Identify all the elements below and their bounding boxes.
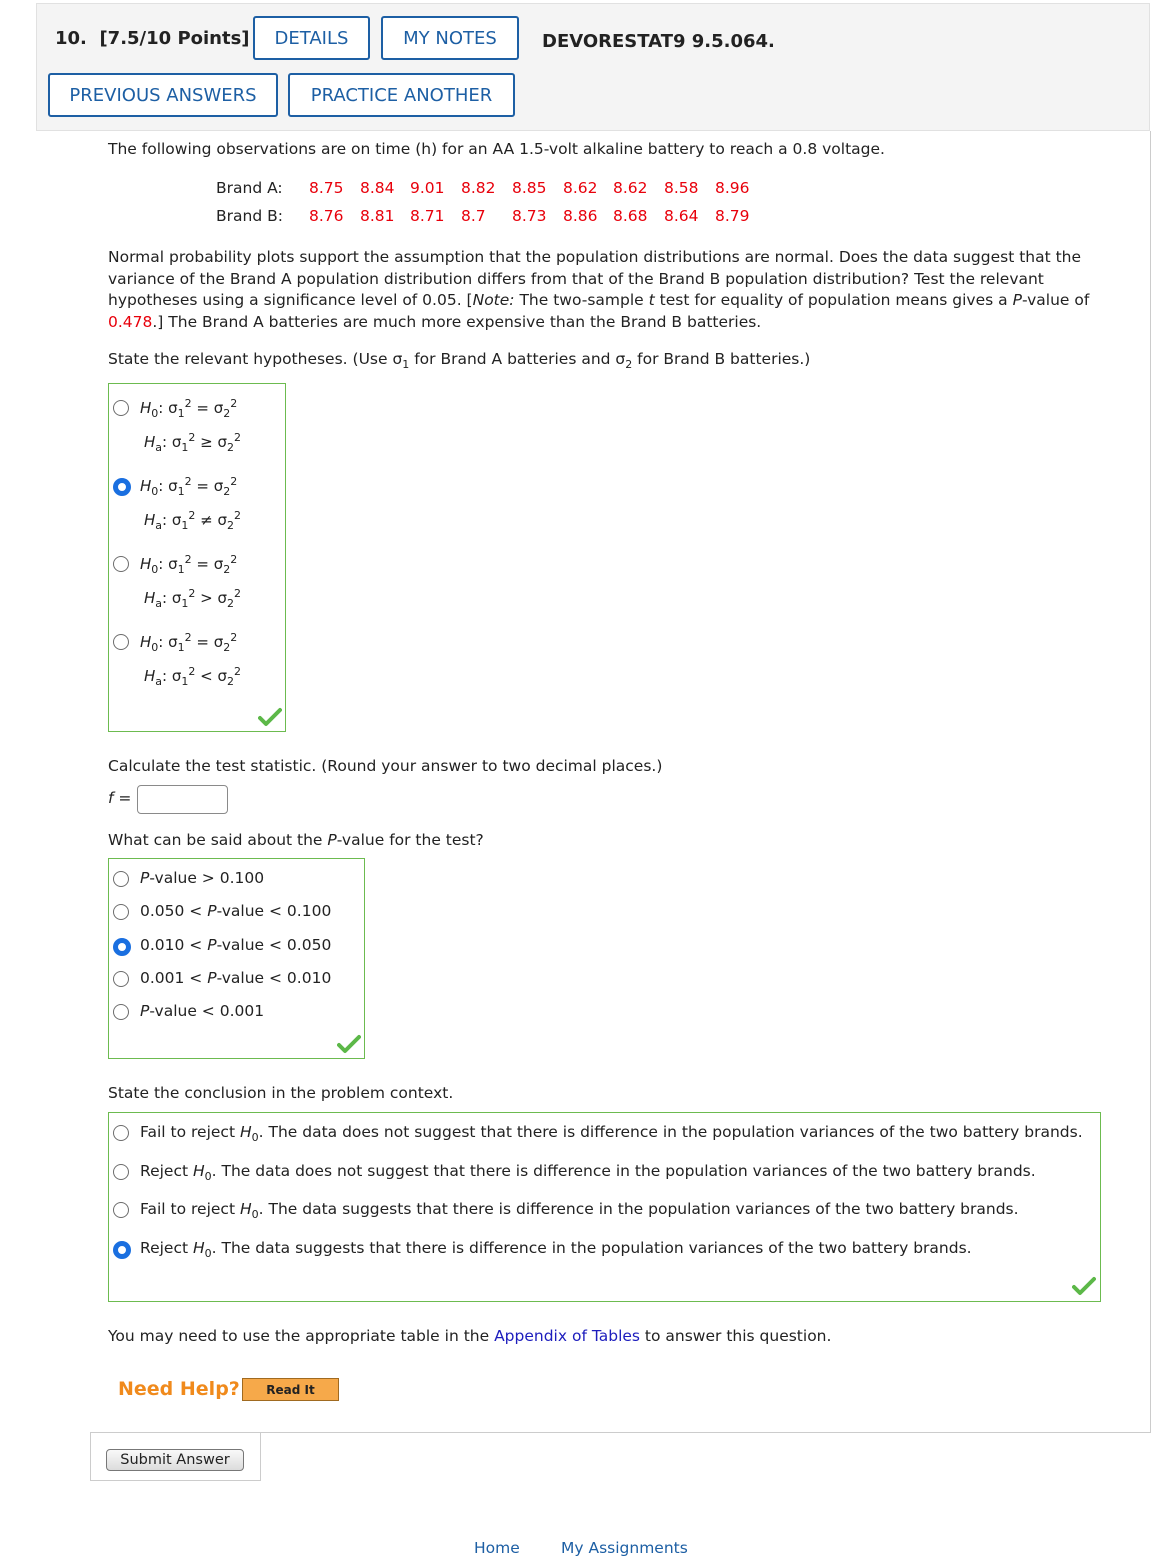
- conclusion-radio[interactable]: [113, 1125, 129, 1141]
- conclusion-prompt: State the conclusion in the problem context.: [108, 1084, 454, 1102]
- brand-value: 8.82: [461, 179, 496, 197]
- conclusion-radio[interactable]: [113, 1241, 131, 1259]
- alternative-hypothesis: $H_a$: $\sigma_1^2 < \sigma_2^2$: [144, 665, 242, 688]
- brand-label: Brand A:: [216, 179, 283, 197]
- conclusion-radio[interactable]: [113, 1202, 129, 1218]
- null-hypothesis: $H_0$: $\sigma_1^2 = \sigma_2^2$: [140, 631, 238, 654]
- question-number: 10. [7.5/10 Points]: [55, 28, 250, 49]
- footer-my-assignments-link[interactable]: My Assignments: [561, 1539, 688, 1557]
- conclusion-option-label: Reject $H_0$. The data does not suggest that there is difference in the population variances of the two battery brands.: [140, 1162, 1036, 1184]
- pvalue-option-label: 0.001 < P-value < 0.010: [140, 969, 332, 987]
- hypotheses-prompt: State the relevant hypotheses. (Use $\sigma_1$ for Brand A batteries and $\sigma_2$ for Brand B batteries.): [108, 350, 811, 372]
- read-it-button[interactable]: Read It: [242, 1378, 339, 1401]
- p-value-highlight: 0.478: [108, 312, 153, 331]
- pvalue-radio[interactable]: [113, 938, 131, 956]
- brand-value: 8.71: [410, 207, 445, 225]
- hypothesis-radio[interactable]: [113, 478, 131, 496]
- pvalue-answer-box: [108, 858, 365, 1059]
- my-notes-button[interactable]: MY NOTES: [381, 16, 519, 60]
- brand-label: Brand B:: [216, 207, 283, 225]
- null-hypothesis: $H_0$: $\sigma_1^2 = \sigma_2^2$: [140, 475, 238, 498]
- pvalue-option-label: P-value < 0.001: [140, 1002, 265, 1020]
- hypothesis-radio[interactable]: [113, 634, 129, 650]
- appendix-text: You may need to use the appropriate table in the Appendix of Tables to answer this question.: [108, 1327, 832, 1345]
- brand-value: 8.7: [461, 207, 486, 225]
- brand-value: 8.75: [309, 179, 344, 197]
- f-input[interactable]: [137, 785, 228, 814]
- problem-paragraph: Normal probability plots support the assumption that the population distributions are normal. Does the data suggest that the variance of the Brand A population distribution differs from that of the Brand B population distribution? Test the relevant hypotheses using a significance level of 0.05. [Note: The two-sample t test for equality of population means gives a P-value of 0.478.] The Brand A batteries are much more expensive than the Brand B batteries.: [108, 248, 1090, 331]
- brand-value: 8.58: [664, 179, 699, 197]
- conclusion-option-label: Reject $H_0$. The data suggests that there is difference in the population variances of the two battery brands.: [140, 1239, 972, 1261]
- conclusion-radio[interactable]: [113, 1164, 129, 1180]
- brand-value: 8.73: [512, 207, 547, 225]
- hypothesis-radio[interactable]: [113, 556, 129, 572]
- pvalue-option-label: 0.010 < P-value < 0.050: [140, 936, 332, 954]
- details-button[interactable]: DETAILS: [253, 16, 370, 60]
- brand-value: 8.79: [715, 207, 750, 225]
- alternative-hypothesis: $H_a$: $\sigma_1^2 \ge \sigma_2^2$: [144, 431, 242, 454]
- brand-value: 8.85: [512, 179, 547, 197]
- brand-value: 8.68: [613, 207, 648, 225]
- null-hypothesis: $H_0$: $\sigma_1^2 = \sigma_2^2$: [140, 553, 238, 576]
- appendix-link[interactable]: Appendix of Tables: [494, 1327, 640, 1345]
- brand-value: 8.84: [360, 179, 395, 197]
- submit-answer-button[interactable]: Submit Answer: [106, 1449, 244, 1471]
- conclusion-option-label: Fail to reject $H_0$. The data does not suggest that there is difference in the population variances of the two battery brands.: [140, 1123, 1083, 1145]
- pvalue-option-label: P-value > 0.100: [140, 869, 265, 887]
- brand-value: 8.86: [563, 207, 598, 225]
- f-label: f =: [108, 789, 132, 807]
- pvalue-option-label: 0.050 < P-value < 0.100: [140, 902, 332, 920]
- pvalue-prompt: What can be said about the P-value for the test?: [108, 831, 484, 849]
- pvalue-radio[interactable]: [113, 871, 129, 887]
- brand-value: 9.01: [410, 179, 445, 197]
- correct-check-icon: [1072, 1276, 1096, 1296]
- brand-value: 8.62: [563, 179, 598, 197]
- alternative-hypothesis: $H_a$: $\sigma_1^2 \ne \sigma_2^2$: [144, 509, 242, 532]
- correct-check-icon: [337, 1034, 361, 1054]
- previous-answers-button[interactable]: PREVIOUS ANSWERS: [48, 73, 278, 117]
- statistic-prompt: Calculate the test statistic. (Round your answer to two decimal places.): [108, 757, 663, 775]
- brand-value: 8.62: [613, 179, 648, 197]
- correct-check-icon: [258, 707, 282, 727]
- footer-home-link[interactable]: Home: [474, 1539, 520, 1557]
- intro-text: The following observations are on time (h) for an AA 1.5-volt alkaline battery to reach a 0.8 voltage.: [108, 140, 885, 158]
- null-hypothesis: $H_0$: $\sigma_1^2 = \sigma_2^2$: [140, 397, 238, 420]
- conclusion-option-label: Fail to reject $H_0$. The data suggests that there is difference in the population variances of the two battery brands.: [140, 1200, 1019, 1222]
- hypothesis-radio[interactable]: [113, 400, 129, 416]
- brand-value: 8.76: [309, 207, 344, 225]
- pvalue-radio[interactable]: [113, 971, 129, 987]
- brand-value: 8.96: [715, 179, 750, 197]
- practice-another-button[interactable]: PRACTICE ANOTHER: [288, 73, 515, 117]
- pvalue-radio[interactable]: [113, 904, 129, 920]
- alternative-hypothesis: $H_a$: $\sigma_1^2 > \sigma_2^2$: [144, 587, 242, 610]
- problem-code: DEVORESTAT9 9.5.064.: [542, 31, 775, 52]
- question-header: [36, 3, 1150, 131]
- brand-value: 8.64: [664, 207, 699, 225]
- brand-value: 8.81: [360, 207, 395, 225]
- pvalue-radio[interactable]: [113, 1004, 129, 1020]
- need-help-label: Need Help?: [118, 1378, 240, 1400]
